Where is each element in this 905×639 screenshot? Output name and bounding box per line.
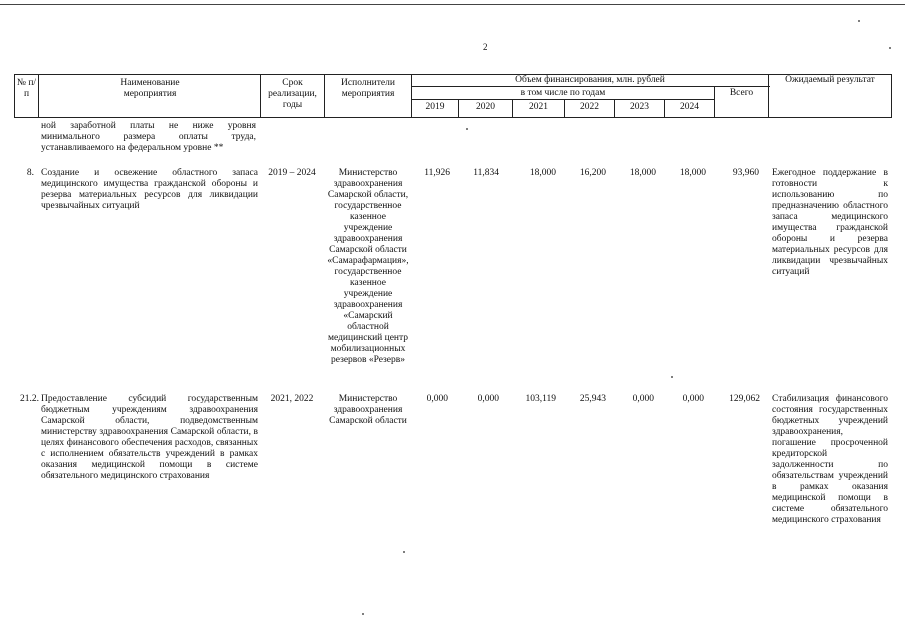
row-total: 93,960 [732,168,759,178]
scan-top-edge [0,4,905,5]
page-number: 2 [483,42,488,52]
row-num: 21.2. [20,394,39,404]
row-value-2020: 0,000 [477,394,499,404]
row-result: Стабилизация финансового состояния государственных бюджетных учреждений здравоохранения, погашение просроченной кредиторской задолженности по обязательствам учреждений в рамках оказания медицинской помощи в системе обязательного медицинского страхования [772,394,888,525]
header-year-2024: 2024 [680,102,699,112]
row-value-2019: 0,000 [426,394,448,404]
row-value-2019: 11,926 [424,168,450,178]
scan-speck [889,47,891,49]
header-by-years: в том числе по годам [520,88,606,98]
col-line-1 [38,74,39,118]
row-name: Создание и освежение областного запаса медицинского имущества гражданской обороны и резерва материальных ресурсов для ликвидации чрезвычайных ситуаций [41,168,258,211]
header-bottom-border [14,117,892,118]
header-subline-year-cells [411,99,714,100]
header-term: Срок реализации, годы [268,78,317,110]
header-num: № п/п [16,78,37,99]
col-line-total [768,74,769,118]
row-value-2024: 0,000 [682,394,704,404]
header-year-2020: 2020 [476,102,495,112]
header-name: Наименование мероприятия [120,78,180,99]
row-value-2022: 25,943 [579,394,606,404]
continuation-text: ной заработной платы не ниже уровня минимального размера оплаты труда, устанавливаемого на федеральном уровне ** [41,121,256,153]
header-year-2022: 2022 [580,102,599,112]
header-year-2019: 2019 [425,102,445,112]
row-value-2021: 18,000 [529,168,556,178]
header-executors: Исполнители мероприятия [341,78,395,99]
header-year-2023: 2023 [630,102,649,112]
row-num: 8. [26,168,34,178]
row-total: 129,062 [729,394,760,404]
row-value-2023: 18,000 [629,168,656,178]
col-line-end [891,74,892,118]
row-value-2020: 11,834 [473,168,499,178]
row-value-2022: 16,200 [579,168,606,178]
row-term: 2019 – 2024 [268,168,316,178]
header-funding: Объем финансирования, млн. рублей [515,75,665,85]
scan-speck [403,551,405,553]
scan-speck [362,613,364,615]
row-executors: Министерство здравоохранения Самарской области, государственное казенное учреждение здравоохранения Самарской области «Самарафармация», государственное казенное учреждение здравоохранения «Самарский областной медицинский центр мобилизационных резервов «Резерв» [327,168,409,365]
row-value-2023: 0,000 [632,394,654,404]
row-name: Предоставление субсидий государственным бюджетным учреждениям здравоохранения Самарской области, подведомственным министерству здравоохранения Самарской области, в целях финансового обеспечения расходов, связанных с исполнением обязательств учреждений в рамках оказания медицинской помощи в системе обязательного медицинского страхования [41,394,258,481]
row-result: Ежегодное поддержание в готовности к использованию по предназначению областного запаса медицинского имущества гражданской обороны и резерва материальных ресурсов для ликвидации чрезвычайных ситуаций [772,168,888,277]
scan-speck [858,20,860,22]
scan-speck [671,376,673,378]
scan-speck [466,128,468,130]
header-subline-years [411,86,770,87]
header-year-2021: 2021 [529,102,548,112]
header-result: Ожидаемый результат [785,75,875,85]
header-total: Всего [729,88,754,98]
row-term: 2021, 2022 [270,394,314,404]
row-executors: Министерство здравоохранения Самарской области [329,394,407,426]
row-value-2024: 18,000 [679,168,706,178]
row-value-2021: 103,119 [525,394,556,404]
